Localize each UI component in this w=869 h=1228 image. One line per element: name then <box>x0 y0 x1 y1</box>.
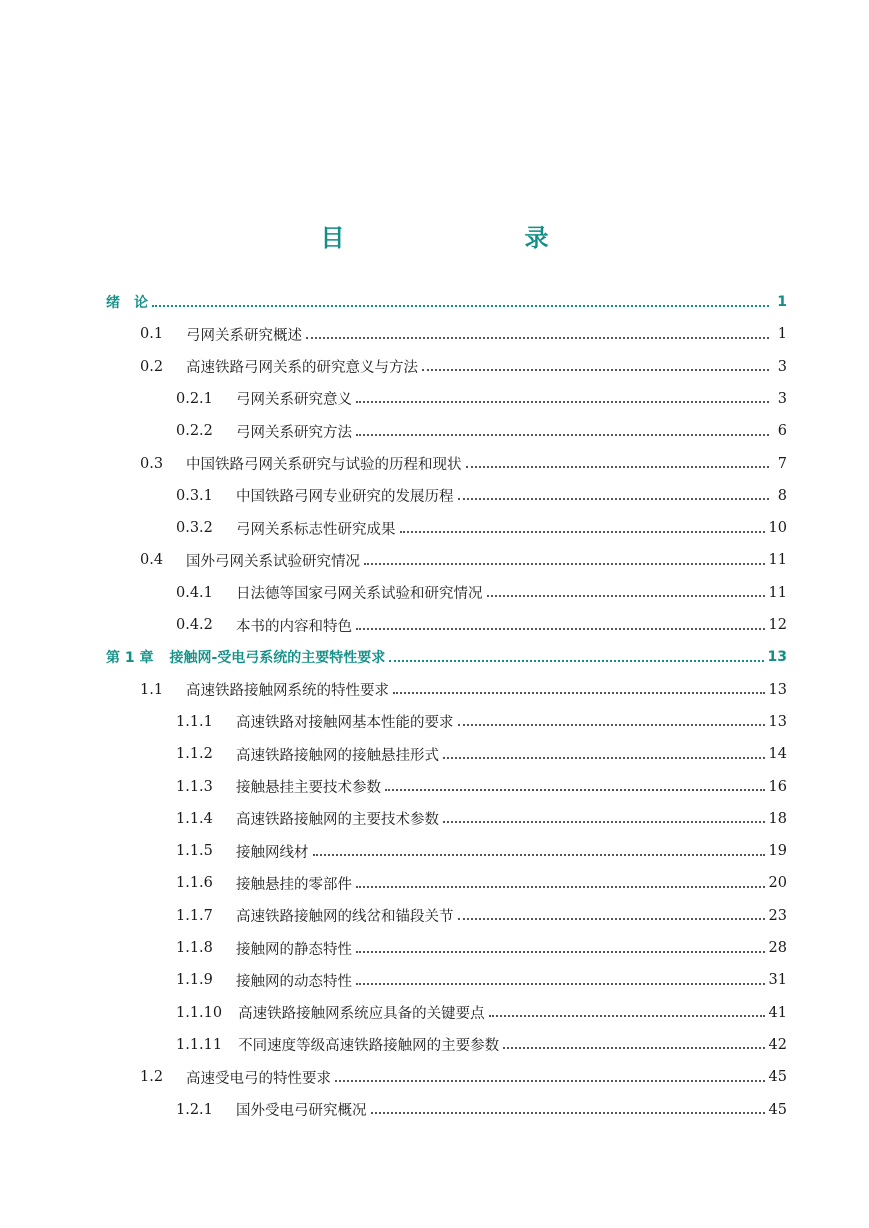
toc-leader-dots <box>306 336 769 339</box>
toc-entry[interactable] <box>176 415 787 447</box>
toc-entry-number: 1.1.4 <box>176 810 213 827</box>
toc-entry[interactable] <box>176 512 787 544</box>
toc-entry[interactable] <box>140 1061 787 1093</box>
toc-entry-label: 接触网的静态特性 <box>236 941 352 958</box>
toc-entry-label: 接触悬挂的零部件 <box>236 876 352 893</box>
toc-entry[interactable] <box>176 577 787 609</box>
toc-entry-number: 1.2.1 <box>176 1101 213 1118</box>
toc-entry-number: 1.1.8 <box>176 940 213 956</box>
toc-page-number: 3 <box>777 358 787 375</box>
toc-entry-number: 1.1.10 <box>176 1004 223 1021</box>
toc-leader-dots <box>335 1079 765 1082</box>
toc-leader-dots <box>356 982 765 985</box>
toc-entry-number: 0.3.2 <box>176 520 213 537</box>
toc-page-number: 19 <box>768 843 787 860</box>
toc-entry-label: 中国铁路弓网关系研究与试验的历程和现状 <box>186 457 462 473</box>
toc-leader-dots <box>385 788 765 791</box>
toc-leader-dots <box>458 497 770 500</box>
toc-entry-label: 中国铁路弓网专业研究的发展历程 <box>236 489 454 506</box>
toc-entry-label: 高速铁路接触网系统的特性要求 <box>186 683 389 700</box>
toc-page-number: 13 <box>768 681 787 698</box>
toc-entry-label: 国外受电弓研究概况 <box>236 1103 367 1119</box>
toc-page-number: 23 <box>768 907 787 924</box>
toc-leader-dots <box>371 1111 765 1114</box>
toc-entry-number: 0.2 <box>140 358 164 375</box>
toc-entry-label: 弓网关系研究方法 <box>236 424 352 441</box>
toc-entry-label: 接触网线材 <box>236 844 309 861</box>
toc-entry-number: 1.1.1 <box>176 713 213 730</box>
toc-entry-number: 0.3.1 <box>176 487 213 504</box>
toc-leader-dots <box>313 853 765 856</box>
toc-leader-dots <box>356 400 769 403</box>
toc-page-number: 7 <box>777 455 787 472</box>
toc-leader-dots <box>443 820 765 823</box>
toc-entry-number: 1.1.5 <box>176 843 213 860</box>
toc-leader-dots <box>489 1014 765 1017</box>
toc-title: 目 录 <box>320 224 593 252</box>
toc-entry-number: 1.1.9 <box>176 972 213 989</box>
toc-entry-number: 0.4 <box>140 552 164 569</box>
toc-entry-number: 1.1.2 <box>176 746 213 763</box>
toc-leader-dots <box>152 304 769 307</box>
toc-entry-number: 0.1 <box>140 326 164 343</box>
toc-leader-dots <box>458 723 765 726</box>
toc-entry[interactable] <box>176 835 787 867</box>
toc-page-number: 13 <box>768 713 787 730</box>
toc-leader-dots <box>458 917 765 920</box>
toc-entry-label: 日法德等国家弓网关系试验和研究情况 <box>236 586 483 603</box>
toc-entry-label: 接触网的动态特性 <box>236 973 352 990</box>
toc-page-number: 1 <box>777 326 787 343</box>
toc-entry[interactable] <box>176 997 787 1029</box>
toc-entry[interactable] <box>140 674 787 706</box>
toc-entry[interactable] <box>176 1029 787 1061</box>
toc-entry-label: 高速铁路对接触网基本性能的要求 <box>236 715 454 732</box>
toc-entry[interactable] <box>176 964 787 996</box>
toc-page-number: 20 <box>768 875 787 892</box>
toc-entry-number: 1.1.6 <box>176 875 213 892</box>
toc-page-number: 31 <box>768 972 787 989</box>
toc-entry[interactable] <box>176 867 787 899</box>
toc-entry[interactable] <box>176 609 787 641</box>
toc-leader-dots <box>356 627 765 630</box>
toc-entry-label: 高速铁路接触网的线岔和锚段关节 <box>236 909 454 926</box>
toc-entry[interactable] <box>140 448 787 480</box>
toc-page-number: 6 <box>777 423 787 440</box>
toc-page-number: 45 <box>768 1101 787 1118</box>
toc-page-number: 11 <box>768 552 787 569</box>
toc-entry[interactable] <box>176 480 787 512</box>
toc-leader-dots <box>503 1046 764 1049</box>
toc-entry-number: 1.1.11 <box>176 1036 223 1053</box>
toc-leader-dots <box>356 433 769 436</box>
toc-page-number: 11 <box>768 584 787 601</box>
toc-page-number: 28 <box>768 940 787 956</box>
toc-entry[interactable] <box>176 706 787 738</box>
toc-leader-dots <box>356 885 765 888</box>
toc-leader-dots <box>443 756 765 759</box>
toc-entry-label: 弓网关系研究意义 <box>236 392 352 409</box>
toc-entry[interactable] <box>176 1094 787 1126</box>
toc-entry[interactable] <box>140 318 787 350</box>
toc-entry-number: 1.1.7 <box>176 907 213 924</box>
toc-page-number: 1 <box>777 294 787 310</box>
toc-entry-label: 绪 论 <box>106 295 148 311</box>
toc-entry-label: 接触网-受电弓系统的主要特性要求 <box>169 650 386 667</box>
toc-entry-number: 0.2.2 <box>176 423 213 440</box>
toc-entry-number: 0.2.1 <box>176 390 213 407</box>
toc-entry-number: 第 1 章 <box>106 650 154 667</box>
toc-entry-label: 国外弓网关系试验研究情况 <box>186 553 360 570</box>
toc-leader-dots <box>393 691 765 694</box>
toc-entry[interactable] <box>176 738 787 770</box>
toc-entry-label: 高速铁路接触网的接触悬挂形式 <box>236 747 439 764</box>
toc-leader-dots <box>364 562 765 565</box>
toc-entry-number: 0.4.1 <box>176 584 213 601</box>
toc-entry-number: 1.1 <box>140 681 164 698</box>
table-of-contents <box>0 286 869 1126</box>
toc-entry-number: 0.4.2 <box>176 617 213 633</box>
toc-page-number: 10 <box>768 520 787 537</box>
toc-page-number: 41 <box>768 1004 787 1021</box>
toc-page-number: 18 <box>768 810 787 827</box>
toc-chapter-entry[interactable] <box>106 641 787 673</box>
toc-page-number: 13 <box>767 649 787 666</box>
toc-entry[interactable] <box>176 803 787 835</box>
toc-leader-dots <box>400 530 765 533</box>
toc-page-number: 12 <box>768 617 787 633</box>
toc-page-number: 14 <box>768 746 787 763</box>
toc-entry-number: 1.2 <box>140 1069 164 1086</box>
toc-entry-label: 不同速度等级高速铁路接触网的主要参数 <box>238 1038 500 1055</box>
toc-entry[interactable] <box>176 900 787 932</box>
toc-entry[interactable] <box>140 351 787 383</box>
toc-entry[interactable] <box>176 383 787 415</box>
toc-entry[interactable] <box>176 932 787 964</box>
toc-leader-dots <box>466 465 770 468</box>
toc-entry-label: 本书的内容和特色 <box>236 618 352 635</box>
toc-entry-label: 弓网关系标志性研究成果 <box>236 521 396 538</box>
toc-page-number: 3 <box>777 390 787 407</box>
toc-entry-label: 高速受电弓的特性要求 <box>186 1070 331 1087</box>
toc-page-number: 16 <box>768 778 787 795</box>
toc-entry[interactable] <box>140 544 787 576</box>
toc-entry-label: 接触悬挂主要技术参数 <box>236 780 381 796</box>
toc-page-number: 8 <box>777 487 787 504</box>
toc-entry[interactable] <box>176 771 787 803</box>
toc-entry-label: 高速铁路接触网的主要技术参数 <box>236 812 439 829</box>
toc-leader-dots <box>422 368 769 371</box>
toc-leader-dots <box>389 659 763 662</box>
toc-leader-dots <box>356 950 765 953</box>
toc-leader-dots <box>487 594 765 597</box>
toc-entry-number: 1.1.3 <box>176 778 213 795</box>
toc-entry-label: 高速铁路接触网系统应具备的关键要点 <box>238 1006 485 1023</box>
toc-entry-label: 弓网关系研究概述 <box>186 327 302 344</box>
toc-page-number: 45 <box>768 1069 787 1086</box>
toc-chapter-entry[interactable] <box>106 286 787 318</box>
toc-page-number: 42 <box>768 1036 787 1053</box>
toc-entry-label: 高速铁路弓网关系的研究意义与方法 <box>186 360 418 377</box>
toc-entry-number: 0.3 <box>140 455 164 472</box>
